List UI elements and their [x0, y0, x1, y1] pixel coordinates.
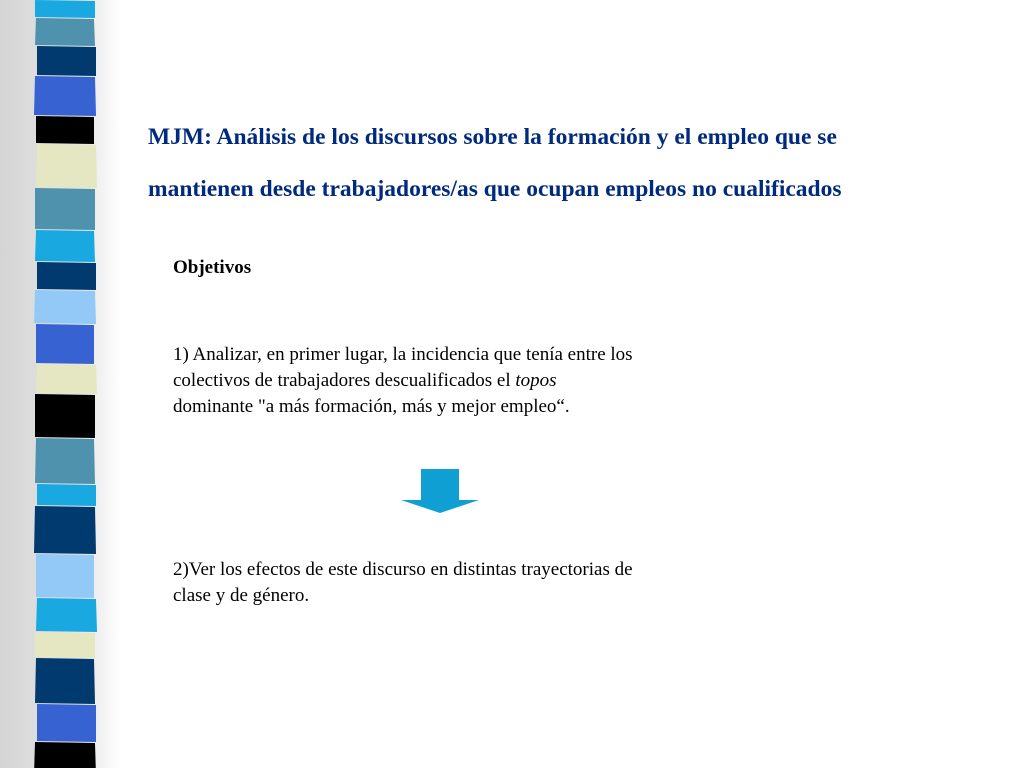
stripe-segment — [36, 598, 97, 632]
stripe-segment — [34, 290, 96, 324]
stripe-segment — [35, 18, 95, 46]
stripe-segment — [37, 262, 96, 290]
stripe-segment — [37, 46, 96, 76]
topos-term: topos — [515, 370, 557, 391]
stripe-segment — [35, 632, 95, 658]
stripe-segment — [34, 742, 96, 768]
objective-1-line-3: dominante "a más formación, más y mejor empleo“. — [173, 396, 570, 417]
stripe-segment — [36, 116, 94, 144]
objective-2-line-1: 2)Ver los efectos de este discurso en distintas trayectorias de — [173, 559, 633, 580]
objective-1 — [173, 342, 813, 420]
stripe-segment — [35, 658, 95, 704]
stripe-segment — [36, 554, 94, 598]
stripe-segment — [35, 438, 95, 484]
stripe-segment — [36, 364, 97, 394]
arrow-down-icon — [401, 469, 479, 513]
objective-1-line-2-text: colectivos de trabajadores descualificados el — [173, 370, 516, 391]
objective-2-line-2: clase y de género. — [173, 585, 310, 606]
objective-2 — [173, 557, 813, 609]
slide-title — [148, 111, 1008, 215]
objective-1-line-2 — [173, 368, 813, 394]
title-line-2: mantienen desde trabajadores/as que ocupan empleos no cualificados — [148, 176, 842, 202]
stripe-segment — [37, 484, 96, 506]
stripe-segment — [36, 324, 94, 364]
stripe-segment — [35, 188, 95, 230]
title-line-1: MJM: Análisis de los discursos sobre la formación y el empleo que se — [148, 124, 837, 150]
stripe-segment — [34, 76, 96, 116]
stripe-segment — [35, 0, 95, 18]
stripe-segment — [37, 704, 96, 742]
stripe-segment — [34, 506, 96, 554]
stripe-segment — [35, 230, 95, 262]
decorative-stripe — [0, 0, 120, 768]
objective-1-line-1: 1) Analizar, en primer lugar, la incidencia que tenía entre los — [173, 344, 633, 365]
stripe-segment — [36, 144, 97, 188]
objectives-heading: Objetivos — [173, 257, 252, 278]
arrow-down-shape — [401, 469, 479, 513]
stripe-segment — [35, 394, 95, 438]
